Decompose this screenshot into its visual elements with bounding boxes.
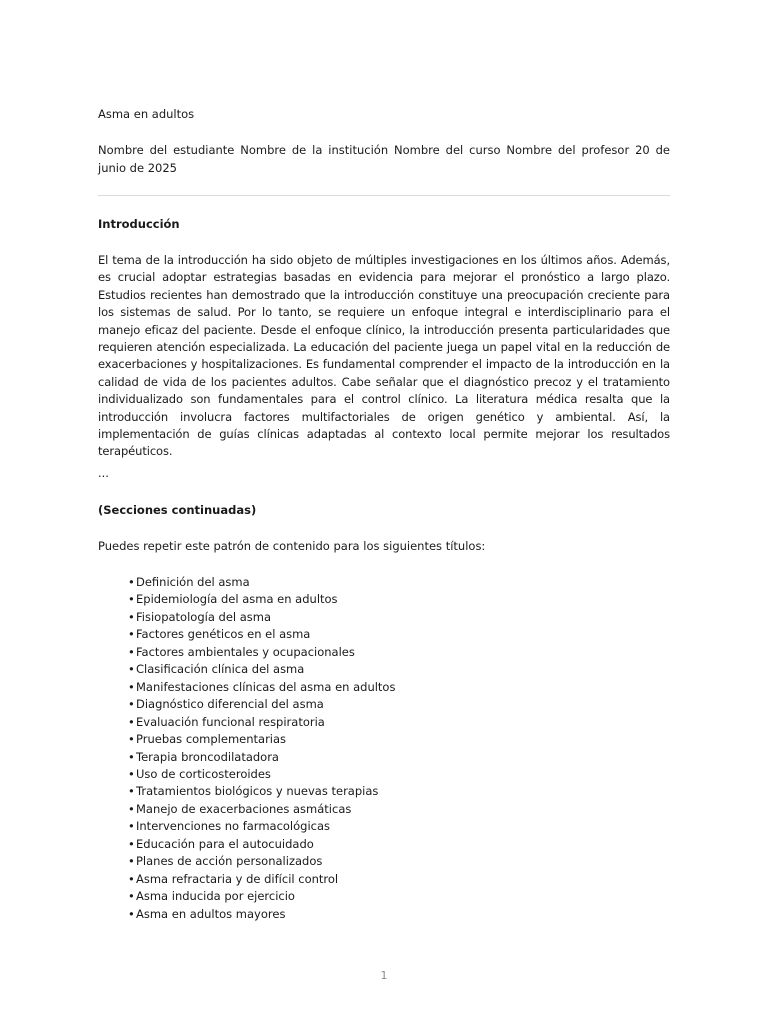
list-item (128, 609, 395, 626)
continued-sections-heading: (Secciones continuadas) (98, 503, 257, 517)
list-item-label: Asma refractaria y de difícil control (136, 871, 339, 886)
intro-paragraph: El tema de la introducción ha sido objeto de múltiples investigaciones en los últimos años. Además, es crucial adoptar estrategias basadas en evidencia para mejorar el pronóstico a largo plazo. Estudios recientes han demostrado que la introducción constituye una preocupación creciente para los sistemas de salud. Por lo tanto, se requiere un enfoque integral e interdisciplinario para el manejo eficaz del paciente. Desde el enfoque clínico, la introducción presenta particularidades que requieren atención especializada. La educación del paciente juega un papel vital en la reducción de exacerbaciones y hospitalizaciones. Es fundamental comprender el impacto de la introducción en la calidad de vida de los pacientes adultos. Cabe señalar que el diagnóstico precoz y el tratamiento individualizado son fundamentales para el control clínico. La literatura médica resalta que la introducción involucra factores multifactoriales de origen genético y ambiental. Así, la implementación de guías clínicas adaptadas al contexto local permite mejorar los resultados terapéuticos. (98, 253, 670, 459)
list-item-label: Factores genéticos en el asma (136, 627, 311, 642)
bullet-icon: • (128, 749, 135, 764)
bullet-icon: • (128, 766, 135, 781)
bullet-icon: • (128, 697, 135, 712)
author-meta-line: Nombre del estudiante Nombre de la institución Nombre del curso Nombre del profesor 20 de junio de 2025 (98, 143, 670, 175)
list-item (128, 766, 395, 783)
list-item (128, 853, 395, 870)
list-item (128, 644, 395, 661)
list-item-label: Planes de acción personalizados (136, 854, 323, 869)
bullet-icon: • (128, 575, 135, 589)
list-item (128, 714, 395, 731)
list-item (128, 801, 395, 818)
list-item (128, 783, 395, 800)
list-item (128, 696, 395, 713)
list-intro-text: Puedes repetir este patrón de contenido para los siguientes títulos: (98, 539, 486, 553)
topic-list (128, 574, 395, 923)
list-item-label: Pruebas complementarias (136, 732, 287, 747)
bullet-icon: • (128, 906, 135, 921)
list-item-label: Fisiopatología del asma (136, 609, 272, 624)
list-item (128, 731, 395, 748)
bullet-icon: • (128, 644, 135, 659)
bullet-icon: • (128, 854, 135, 869)
bullet-icon: • (128, 679, 135, 694)
bullet-icon: • (128, 732, 135, 747)
bullet-icon: • (128, 871, 135, 886)
list-item-label: Terapia broncodilatadora (136, 749, 279, 764)
bullet-icon: • (128, 627, 135, 642)
list-item-label: Manejo de exacerbaciones asmáticas (136, 801, 352, 816)
list-item (128, 888, 395, 905)
list-item-label: Diagnóstico diferencial del asma (136, 697, 324, 712)
bullet-icon: • (128, 801, 135, 816)
list-item (128, 906, 395, 923)
ellipsis-marker: ... (98, 466, 109, 480)
list-item (128, 818, 395, 835)
list-item (128, 591, 395, 608)
bullet-icon: • (128, 662, 135, 677)
bullet-icon: • (128, 819, 135, 834)
list-item-label: Educación para el autocuidado (136, 836, 314, 851)
bullet-icon: • (128, 609, 135, 624)
bullet-icon: • (128, 836, 135, 851)
list-item (128, 679, 395, 696)
list-item (128, 661, 395, 678)
list-item (128, 626, 395, 643)
horizontal-divider (98, 195, 670, 196)
list-item-label: Uso de corticosteroides (136, 766, 271, 781)
list-item-label: Factores ambientales y ocupacionales (136, 644, 355, 659)
bullet-icon: • (128, 714, 135, 729)
document-title: Asma en adultos (98, 107, 195, 121)
list-item-label: Asma en adultos mayores (136, 906, 286, 921)
list-item-label: Tratamientos biológicos y nuevas terapias (136, 784, 379, 799)
bullet-icon: • (128, 889, 135, 904)
list-item-label: Asma inducida por ejercicio (136, 889, 295, 904)
list-item-label: Clasificación clínica del asma (136, 662, 305, 677)
list-item (128, 749, 395, 766)
bullet-icon: • (128, 592, 135, 607)
list-item-label: Definición del asma (136, 575, 250, 589)
list-item-label: Manifestaciones clínicas del asma en adultos (136, 679, 396, 694)
list-item (128, 836, 395, 853)
list-item-label: Intervenciones no farmacológicas (136, 819, 331, 834)
intro-heading: Introducción (98, 217, 180, 231)
list-item-label: Epidemiología del asma en adultos (136, 592, 338, 607)
list-item-label: Evaluación funcional respiratoria (136, 714, 325, 729)
list-item (128, 871, 395, 888)
page-number: 1 (380, 969, 388, 982)
list-item (128, 574, 395, 591)
bullet-icon: • (128, 784, 135, 799)
